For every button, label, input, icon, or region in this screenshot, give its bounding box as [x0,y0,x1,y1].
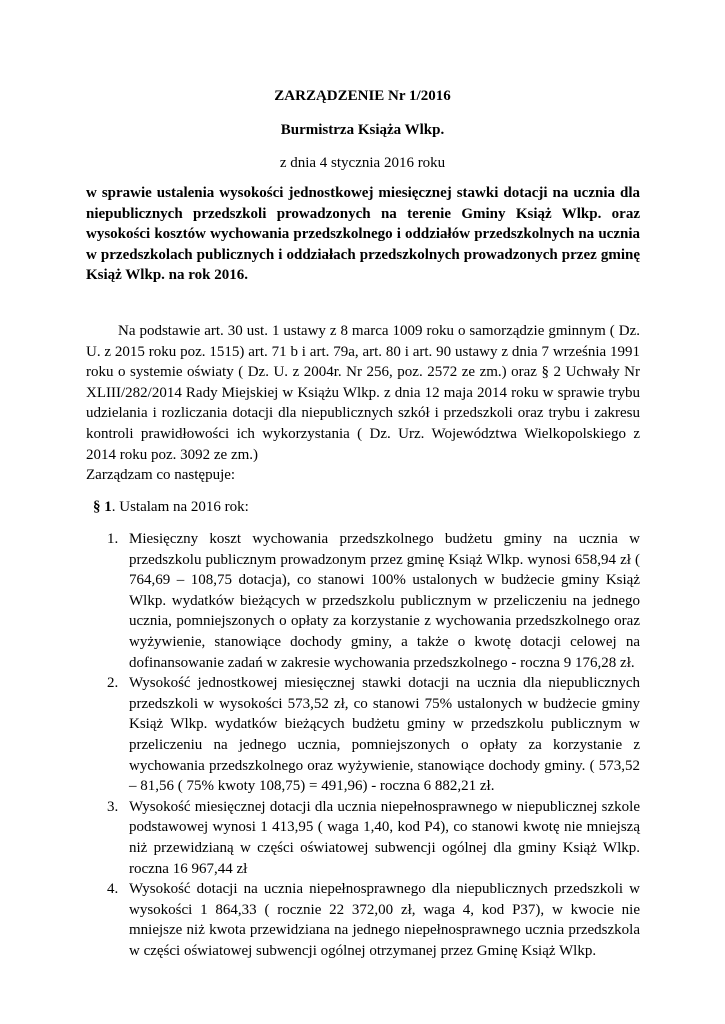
list-item-text: Wysokość miesięcznej dotacji dla ucznia niepełnosprawnego w niepublicznej szkole podstawowej wynosi 1 413,95 ( waga 1,40, kod P4), co stanowi kwotę nie mniejszą niż przewidzianą w części oświatowej subwencji ogólnej dla gminy Książ Wlkp. roczna 16 967,44 zł [129,798,640,877]
document-title: ZARZĄDZENIE Nr 1/2016 [274,88,451,104]
paragraph-1-heading [93,497,249,518]
list-item-text: Wysokość dotacji na ucznia niepełnosprawnego dla niepublicznych przedszkoli w wysokości 1 864,33 ( rocznie 22 372,00 zł, waga 4, kod P37), w kwocie nie mniejsze niż kwota przewidziana na jednego niepełnosprawnego ucznia przedszkola w części oświatowej subwencji ogólnej otrzymanej przez Gminę Książ Wlkp. [129,881,640,959]
list-item [107,797,640,879]
decree-intro: Zarządzam co następuje: [86,467,236,483]
paragraph-sign: § 1 [93,499,112,515]
list-item-number: 3. [107,798,119,815]
paragraph-1-text: . Ustalam na 2016 rok: [111,499,249,515]
list-item [107,879,640,961]
list-item [107,529,640,673]
list-item-text: Wysokość jednostkowej miesięcznej stawki dotacji na ucznia dla niepublicznych przedszkoli w wysokości 573,52 zł, co stanowi 75% ustalonych w budżecie gminy Książ Wlkp. wydatków bieżących budżetu gminy w przedszkolu publicznym w przeliczeniu na jednego ucznia, pomniejszonych o opłaty za korzystanie z wychowania przedszkolnego oraz wyżywienie, stanowiące dochody gminy. ( 573,52 – 81,56 ( 75% kwoty 108,75) = 491,96) - roczna 6 882,21 zł. [129,675,640,795]
list-item-number: 4. [107,881,119,898]
list-item-number: 1. [107,531,119,547]
provisions-list [107,529,640,961]
document-subject: w sprawie ustalenia wysokości jednostkowej miesięcznej stawki dotacji na ucznia dla niepublicznych przedszkoli prowadzonych na terenie Gminy Książ Wlkp. oraz wysokości kosztów wychowania przedszkolnego i oddziałów przedszkolnych na ucznia w przedszkolach publicznych i oddziałach przedszkolnych prowadzonych przez gminę Książ Wlkp. na rok 2016. [86,185,640,284]
list-item-text: Miesięczny koszt wychowania przedszkolnego budżetu gminy na ucznia w przedszkolu publicznym prowadzonym przez gminę Książ Wlkp. wynosi 658,94 zł ( 764,69 – 108,75 dotacja), co stanowi 100% ustalonych w budżecie gminy Książ Wlkp. wydatków bieżących w przedszkolu publicznym w przeliczeniu na jednego ucznia, pomniejszonych o opłaty za korzystanie z wychowania przedszkolnego oraz wyżywienie, stanowiące dochody gminy, a także o kwotę dotacji celowej na dofinansowanie zadań w zakresie wychowania przedszkolnego - roczna 9 176,28 zł. [129,531,640,671]
list-item-number: 2. [107,675,119,692]
list-item [107,673,640,797]
document-date: z dnia 4 stycznia 2016 roku [279,155,446,171]
legal-basis-paragraph: Na podstawie art. 30 ust. 1 ustawy z 8 marca 1009 roku o samorządzie gminnym ( Dz. U. z 2015 roku poz. 1515) art. 71 b i art. 79a, art. 80 i art. 90 ustawy z dnia 7 września 1991 roku o systemie oświaty ( Dz. U. z 2004r. Nr 256, poz. 2572 ze zm.) oraz § 2 Uchwały Nr XLIII/282/2014 Rady Miejskiej w Książu Wlkp. z dnia 12 maja 2014 roku w sprawie trybu udzielania i rozliczania dotacji dla niepublicznych szkół i przedszkoli oraz trybu i zakresu kontroli prawidłowości ich wykorzystania ( Dz. Urz. Województwa Wielkopolskiego z 2014 roku poz. 3092 ze zm.) [86,323,640,463]
document-issuer: Burmistrza Książa Wlkp. [280,122,445,138]
